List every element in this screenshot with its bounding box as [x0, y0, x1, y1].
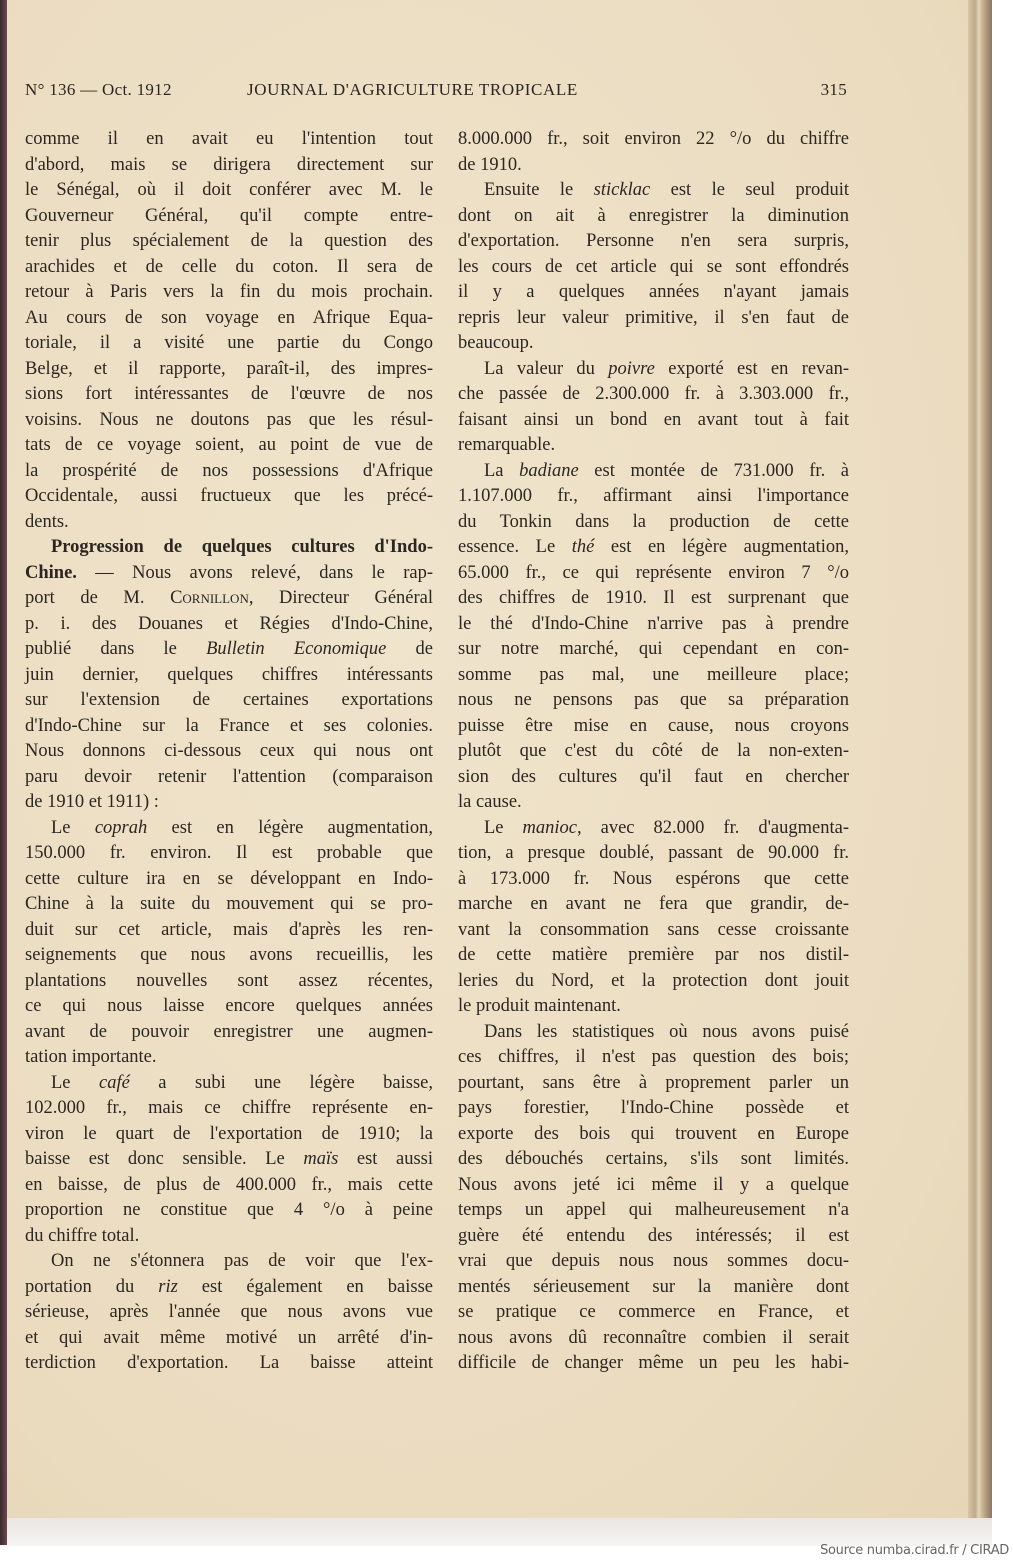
text-run: de 1910. — [458, 154, 522, 175]
text-run: plantations nouvelles sont assez récentes, — [25, 970, 433, 991]
text-run: Gouverneur Général, qu'il compte entre- — [25, 205, 433, 226]
text-run: d'exportation. Personne n'en sera surpris, — [458, 231, 849, 251]
text-line — [25, 1045, 433, 1071]
text-line — [458, 280, 849, 306]
text-line — [25, 969, 433, 995]
text-line — [458, 637, 849, 663]
text-run: se pratique ce commerce en France, et — [458, 1302, 849, 1322]
text-line — [458, 1249, 849, 1275]
text-run: somme pas mal, une meilleure place; — [458, 664, 849, 685]
text-run: vant la consommation sans cesse croissante — [458, 919, 849, 940]
text-line — [25, 1249, 433, 1275]
text-line — [458, 1045, 849, 1071]
text-run: Le — [51, 1072, 99, 1093]
text-run: en baisse, de plus de 400.000 fr., mais cette — [25, 1174, 433, 1195]
text-run: nous avons dû reconnaître combien il serait — [458, 1327, 849, 1348]
text-run: toriale, il a visité une partie du Congo — [25, 333, 433, 353]
text-run: , Directeur Général — [248, 588, 434, 608]
text-run: La valeur du — [484, 358, 609, 379]
text-line — [25, 994, 433, 1020]
issue-number: N° 136 — Oct. 1912 — [25, 80, 172, 99]
right-column — [458, 127, 849, 1377]
text-line — [458, 382, 849, 408]
text-line — [25, 612, 433, 638]
text-line — [25, 484, 433, 510]
text-line — [25, 561, 433, 587]
paragraph — [25, 1249, 433, 1377]
text-run: puisse être mise en cause, nous croyons — [458, 715, 849, 736]
text-run: Nous avons jeté ici même il y a quelque — [458, 1174, 849, 1195]
text-run: sion des cultures qu'il faut en chercher — [458, 766, 849, 787]
text-line — [458, 943, 849, 969]
text-run: sur notre marché, qui cependant en con- — [458, 639, 849, 659]
text-line — [25, 586, 433, 612]
text-run: d'Indo-Chine sur la France et ses colonies. — [25, 715, 433, 736]
text-line — [458, 1071, 849, 1097]
text-run: d'abord, mais se dirigera directement sur — [25, 154, 433, 175]
italic-term: riz — [158, 1276, 178, 1297]
italic-term: thé — [571, 537, 595, 557]
text-run: cette culture ira en se développant en Indo- — [25, 868, 433, 889]
paragraph — [458, 178, 849, 357]
text-run: tenir plus spécialement de la question des — [25, 231, 433, 251]
text-line — [25, 1122, 433, 1148]
text-line — [458, 586, 849, 612]
text-run: , avec 82.000 fr. d'augmenta- — [577, 817, 850, 838]
text-run: et qui avait même motivé un arrêté d'in- — [25, 1327, 433, 1348]
text-line — [458, 1096, 849, 1122]
italic-term: manioc — [522, 817, 577, 838]
text-line — [25, 790, 433, 816]
text-line — [458, 1351, 849, 1377]
text-line — [458, 1020, 849, 1046]
text-line — [458, 153, 849, 179]
text-run: plutôt que c'est du côté de la non-exten- — [458, 741, 849, 761]
binding-edge — [0, 0, 7, 1545]
text-line — [25, 1071, 433, 1097]
text-line — [25, 739, 433, 765]
text-run: marche en avant ne fera que grandir, de- — [458, 894, 849, 914]
text-line — [25, 663, 433, 689]
text-run: de 1910 et 1911) : — [25, 792, 159, 812]
scan-background — [7, 1518, 992, 1546]
text-run: — Nous avons relevé, dans le rap- — [76, 562, 433, 583]
italic-term: maïs — [303, 1149, 339, 1169]
text-run: le Sénégal, où il doit conférer avec M. le — [25, 180, 433, 200]
text-line — [25, 127, 433, 153]
text-line — [458, 1122, 849, 1148]
text-line — [458, 765, 849, 791]
text-run: voisins. Nous ne doutons pas que les résul- — [25, 409, 433, 430]
text-run: remarquable. — [458, 435, 556, 455]
text-line — [458, 714, 849, 740]
italic-term: badiane — [519, 460, 579, 481]
text-line — [458, 790, 849, 816]
paragraph — [25, 1071, 433, 1250]
text-line — [458, 969, 849, 995]
text-line — [458, 255, 849, 281]
text-line — [25, 1173, 433, 1199]
text-line — [458, 204, 849, 230]
text-run: port de M. — [25, 588, 171, 608]
left-column — [25, 127, 433, 1377]
text-run: ces chiffres, il n'est pas question des bois; — [458, 1047, 849, 1067]
text-line — [458, 178, 849, 204]
text-run: 65.000 fr., ce qui représente environ 7 °/o — [458, 562, 849, 583]
text-run: le produit maintenant. — [458, 996, 621, 1016]
text-run: est également en baisse — [177, 1276, 433, 1297]
italic-term: coprah — [94, 817, 148, 838]
text-line — [458, 918, 849, 944]
text-line — [458, 306, 849, 332]
journal-title: JOURNAL D'AGRICULTURE TROPICALE — [247, 80, 578, 99]
text-run: de cette matière première par nos distil- — [458, 945, 849, 965]
text-run: exporté est en revan- — [654, 358, 849, 379]
text-run: est en légère augmentation, — [147, 817, 434, 838]
text-line — [25, 1300, 433, 1326]
text-run: temps un appel qui malheureusement n'a — [458, 1200, 849, 1220]
text-run: du chiffre total. — [25, 1225, 140, 1246]
text-line — [25, 943, 433, 969]
text-line — [25, 331, 433, 357]
text-run: pourtant, sans être à proprement parler un — [458, 1072, 849, 1093]
text-line — [458, 1275, 849, 1301]
text-run: che passée de 2.300.000 fr. à 3.303.000 fr., — [458, 384, 849, 404]
italic-term: Bulletin Economique — [206, 639, 387, 659]
text-run: proportion ne constitue que 4 °/o à peine — [25, 1200, 433, 1220]
text-line — [458, 1198, 849, 1224]
text-run: des débouchés certains, s'ils sont limités. — [458, 1149, 849, 1169]
text-run: publié dans le — [25, 639, 207, 659]
text-line — [25, 867, 433, 893]
text-run: des chiffres de 1910. Il est surprenant que — [458, 588, 849, 608]
text-line — [25, 153, 433, 179]
text-run: dents. — [25, 511, 69, 532]
text-line — [458, 663, 849, 689]
source-credit: Source numba.cirad.fr / CIRAD — [820, 1543, 1009, 1558]
person-name: Cornillon — [170, 588, 249, 608]
text-run: Dans les statistiques où nous avons puisé — [484, 1021, 849, 1042]
text-run: est le seul produit — [650, 180, 849, 200]
text-line — [25, 1096, 433, 1122]
text-run: Belge, et il rapporte, paraît-il, des impres- — [25, 358, 433, 379]
text-run: exporte des bois qui trouvent en Europe — [458, 1123, 849, 1144]
text-run: paru devoir retenir l'attention (comparaison — [25, 766, 433, 787]
text-run: il y a quelques années n'ayant jamais — [458, 282, 849, 302]
text-run: les cours de cet article qui se sont effondrés — [458, 256, 849, 277]
text-line — [458, 1173, 849, 1199]
text-line — [25, 459, 433, 485]
text-line — [25, 357, 433, 383]
text-line — [458, 1300, 849, 1326]
text-line — [25, 714, 433, 740]
paragraph — [25, 535, 433, 816]
text-line — [458, 357, 849, 383]
text-run: du Tonkin dans la production de cette — [458, 511, 849, 532]
text-run: est en légère augmentation, — [594, 537, 849, 557]
text-run: difficile de changer même un peu les habi- — [458, 1353, 849, 1373]
section-heading: Progression de quelques cultures d'Indo- — [51, 537, 433, 557]
text-run: terdiction d'exportation. La baisse atteint — [25, 1353, 433, 1373]
text-run: ce qui nous laisse encore quelques années — [25, 996, 433, 1016]
paragraph — [458, 459, 849, 816]
italic-term: café — [99, 1072, 130, 1093]
text-run: 8.000.000 fr., soit environ 22 °/o du chiffre — [458, 129, 849, 149]
text-line — [458, 867, 849, 893]
text-run: vrai que depuis nous nous sommes docu- — [458, 1251, 849, 1271]
text-line — [458, 1326, 849, 1352]
text-line — [458, 892, 849, 918]
text-run: tation importante. — [25, 1047, 157, 1067]
text-run: de — [386, 639, 433, 659]
text-run: seignements que nous avons recueillis, les — [25, 945, 433, 965]
text-run: leries du Nord, et la protection dont jouit — [458, 970, 849, 991]
text-line — [25, 510, 433, 536]
text-line — [458, 816, 849, 842]
text-line — [458, 229, 849, 255]
text-line — [25, 229, 433, 255]
text-line — [25, 408, 433, 434]
text-run: juin dernier, quelques chiffres intéressants — [25, 664, 433, 685]
text-line — [458, 510, 849, 536]
paragraph — [458, 816, 849, 1020]
text-line — [25, 1198, 433, 1224]
text-run: 1.107.000 fr., affirmant ainsi l'importance — [458, 486, 849, 506]
text-run: viron le quart de l'exportation de 1910; la — [25, 1123, 433, 1144]
text-run: retour à Paris vers la fin du mois prochain. — [25, 282, 433, 302]
text-run: comme il en avait eu l'intention tout — [25, 129, 433, 149]
text-run: dont on ait à enregistrer la diminution — [458, 205, 849, 226]
italic-term: sticklac — [593, 180, 651, 200]
text-run: sions fort intéressantes de l'œuvre de nos — [25, 384, 433, 404]
text-line — [458, 484, 849, 510]
text-run: Chine à la suite du mouvement qui se pro- — [25, 894, 433, 914]
text-line — [25, 1275, 433, 1301]
text-line — [25, 637, 433, 663]
text-run: tats de ce voyage soient, au point de vue de — [25, 435, 433, 455]
text-run: duit sur cet article, mais d'après les ren- — [25, 919, 433, 940]
text-line — [25, 841, 433, 867]
text-line — [25, 204, 433, 230]
text-line — [25, 1351, 433, 1377]
text-run: Au cours de son voyage en Afrique Equa- — [25, 307, 433, 328]
text-run: Occidentale, aussi fructueux que les précé- — [25, 486, 433, 506]
text-line — [25, 816, 433, 842]
text-run: On ne s'étonnera pas de voir que l'ex- — [51, 1251, 433, 1271]
text-run: est montée de 731.000 fr. à — [578, 460, 849, 481]
italic-term: poivre — [608, 358, 655, 379]
text-run: faisant ainsi un bond en avant tout à fait — [458, 409, 849, 430]
text-line — [25, 765, 433, 791]
text-run: beaucoup. — [458, 333, 534, 353]
text-run: p. i. des Douanes et Régies d'Indo-Chine, — [25, 613, 433, 634]
text-run: essence. Le — [458, 537, 572, 557]
text-line — [458, 459, 849, 485]
text-line — [458, 331, 849, 357]
text-line — [458, 127, 849, 153]
text-run: a subi une légère baisse, — [129, 1072, 433, 1093]
text-line — [25, 306, 433, 332]
text-run: La — [484, 460, 520, 481]
paragraph — [458, 357, 849, 459]
text-run: sur l'extension de certaines exportations — [25, 690, 433, 710]
text-run: baisse est donc sensible. Le — [25, 1149, 304, 1169]
text-line — [458, 433, 849, 459]
text-run: tion, a presque doublé, passant de 90.000 fr. — [458, 843, 849, 863]
text-run: le thé d'Indo-Chine n'arrive pas à prendre — [458, 613, 849, 634]
text-line — [25, 255, 433, 281]
paragraph — [458, 127, 849, 178]
text-line — [458, 994, 849, 1020]
text-run: la prospérité de nos possessions d'Afrique — [25, 460, 433, 481]
paragraph — [458, 1020, 849, 1377]
text-run: la cause. — [458, 792, 522, 812]
text-run: portation du — [25, 1276, 159, 1297]
page-number: 315 — [820, 80, 847, 99]
text-run: arachides et de celle du coton. Il sera de — [25, 256, 433, 277]
text-line — [458, 841, 849, 867]
text-line — [25, 178, 433, 204]
section-heading: Chine. — [25, 562, 77, 583]
text-run: Le — [484, 817, 523, 838]
text-run: avant de pouvoir enregistrer une augmen- — [25, 1021, 433, 1042]
text-run: Le — [51, 817, 95, 838]
text-line — [25, 280, 433, 306]
text-run: mentés sérieusement sur la manière dont — [458, 1276, 849, 1297]
text-line — [25, 535, 433, 561]
text-line — [25, 433, 433, 459]
text-line — [458, 739, 849, 765]
text-line — [458, 535, 849, 561]
text-run: Ensuite le — [484, 180, 594, 200]
text-run: Nous donnons ci-dessous ceux qui nous ont — [25, 741, 433, 761]
text-line — [25, 688, 433, 714]
text-line — [458, 1147, 849, 1173]
text-line — [25, 382, 433, 408]
text-line — [25, 1224, 433, 1250]
text-run: 102.000 fr., mais ce chiffre représente en- — [25, 1098, 433, 1118]
text-run: 150.000 fr. environ. Il est probable que — [25, 843, 433, 863]
text-run: est aussi — [338, 1149, 433, 1169]
text-line — [458, 612, 849, 638]
text-line — [25, 1326, 433, 1352]
text-line — [458, 1224, 849, 1250]
text-run: pays forestier, l'Indo-Chine possède et — [458, 1098, 849, 1118]
paragraph — [25, 816, 433, 1071]
text-line — [25, 1147, 433, 1173]
text-run: guère été entendu des intéressés; il est — [458, 1225, 849, 1246]
text-run: nous ne pensons pas que sa préparation — [458, 690, 849, 710]
text-line — [458, 688, 849, 714]
text-line — [458, 408, 849, 434]
page-stack-edge — [968, 0, 992, 1518]
text-line — [458, 561, 849, 587]
running-header — [25, 80, 847, 106]
text-run: repris leur valeur primitive, il s'en faut de — [458, 307, 849, 328]
text-run: sérieuse, après l'année que nous avons vue — [25, 1302, 433, 1322]
text-line — [25, 918, 433, 944]
text-line — [25, 892, 433, 918]
text-run: à 173.000 fr. Nous espérons que cette — [458, 868, 849, 889]
paragraph — [25, 127, 433, 535]
text-line — [25, 1020, 433, 1046]
